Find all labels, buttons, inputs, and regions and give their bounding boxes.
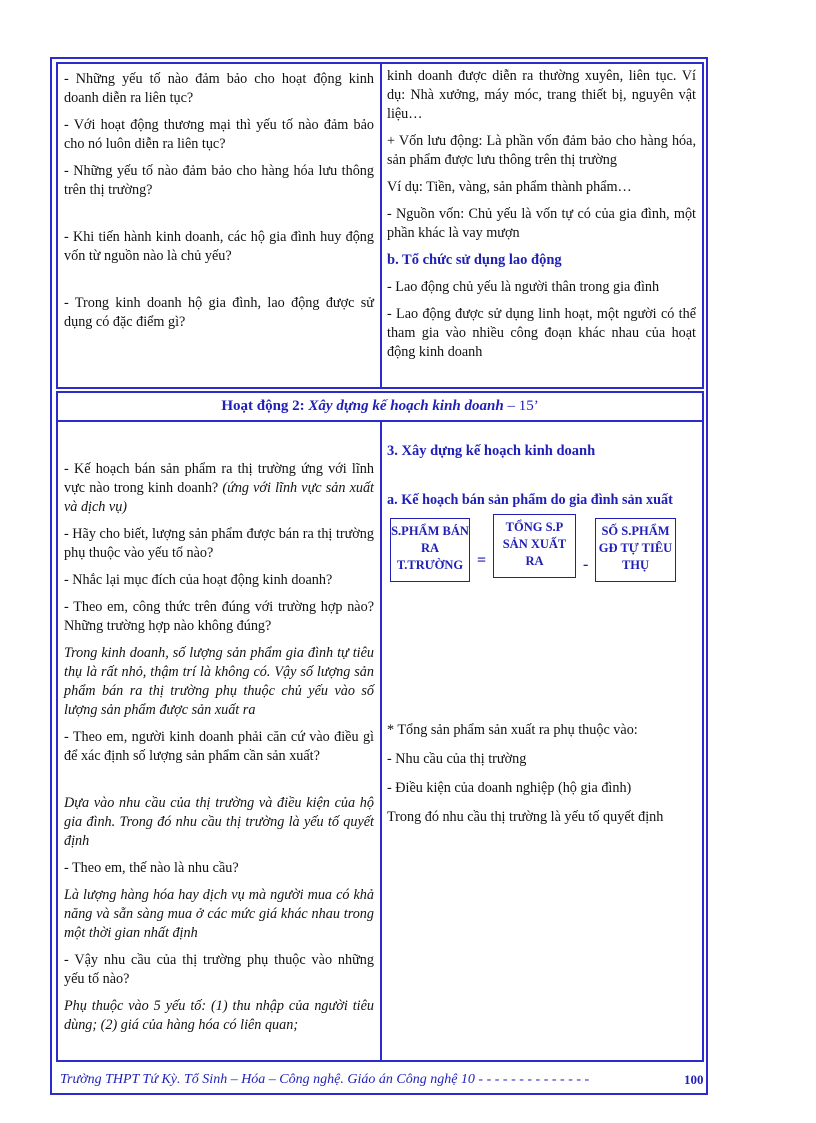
production-notes: [387, 721, 697, 827]
question-text: - Hãy cho biết, lượng sản phẩm được bán ra thị trường phụ thuộc vào yếu tố nào?: [64, 526, 374, 561]
question-text: - Những yếu tố nào đảm bảo cho hàng hóa lưu thông trên thị trường?: [64, 163, 374, 198]
top-left-cell: [56, 62, 382, 389]
formula-box-sold: S.PHẨM BÁN RA T.TRƯỜNG: [390, 518, 470, 582]
content-text: kinh doanh được diễn ra thường xuyên, liên tục. Ví dụ: Nhà xưởng, máy móc, trang thiết bị, nguyên vật liệu…: [387, 68, 696, 122]
answer-text: Là lượng hàng hóa hay dịch vụ mà người mua có khả năng và sẵn sàng mua ở các mức giá khác nhau trong một thời gian nhất định: [64, 887, 374, 941]
content-text: + Vốn lưu động: Là phần vốn đảm bảo cho hàng hóa, sản phẩm được lưu thông trên thị trường: [387, 133, 696, 168]
question-text: [64, 460, 374, 517]
section-heading-a: a. Kế hoạch bán sản phẩm do gia đình sản xuất: [387, 492, 673, 508]
bottom-left-cell: [56, 420, 382, 1062]
question-text: - Vậy nhu cầu của thị trường phụ thuộc vào những yếu tố nào?: [64, 952, 374, 987]
answer-text: Phụ thuộc vào 5 yếu tố: (1) thu nhập của người tiêu dùng; (2) giá của hàng hóa có liên quan;: [64, 998, 374, 1033]
content-text: - Lao động chủ yếu là người thân trong gia đình: [387, 279, 660, 295]
question-text: - Theo em, công thức trên đúng với trường hợp nào? Những trường hợp nào không đúng?: [64, 599, 374, 634]
question-text: - Theo em, thế nào là nhu cầu?: [64, 860, 239, 876]
top-right-cell: [380, 62, 704, 389]
page-number: 100: [684, 1072, 704, 1087]
formula-box-self-consumed: SỐ S.PHẨM GĐ TỰ TIÊU THỤ: [595, 518, 676, 582]
formula-minus: -: [583, 556, 589, 573]
note-text: - Điều kiện của doanh nghiệp (hộ gia đình): [387, 780, 632, 796]
question-text: - Theo em, người kinh doanh phải căn cứ vào điều gì để xác định số lượng sản phẩm cần sản xuất?: [64, 729, 374, 764]
formula-box-produced: TỔNG S.P SẢN XUẤT RA: [493, 514, 576, 578]
question-text: - Khi tiến hành kinh doanh, các hộ gia đình huy động vốn từ nguồn nào là chủ yếu?: [64, 229, 374, 264]
activity-label: Hoạt động 2:: [221, 398, 309, 414]
content-text: - Lao động được sử dụng linh hoạt, một người có thể tham gia vào nhiều công đoạn khác nhau của hoạt động kinh doanh: [387, 306, 696, 360]
page-footer: Trường THPT Tứ Kỳ. Tổ Sinh – Hóa – Công nghệ. Giáo án Công nghệ 10 - - - - - - - - - - - - - -: [60, 1072, 590, 1087]
activity-time: – 15’: [503, 398, 539, 414]
question-text: - Những yếu tố nào đảm bảo cho hoạt động kinh doanh diễn ra liên tục?: [64, 71, 374, 106]
activity-title: Xây dựng kế hoạch kinh doanh: [308, 398, 504, 414]
note-text: Trong đó nhu cầu thị trường là yếu tố quyết định: [387, 809, 664, 825]
section-heading-b: b. Tổ chức sử dụng lao động: [387, 252, 562, 268]
question-text: - Trong kinh doanh hộ gia đình, lao động được sử dụng có đặc điểm gì?: [64, 295, 374, 330]
question-text-main: - Kế hoạch bán sản phẩm ra thị trường ứng với lĩnh vực nào trong kinh doanh?: [64, 461, 374, 496]
note-text: * Tổng sản phẩm sản xuất ra phụ thuộc vào:: [387, 722, 638, 738]
answer-text: Dựa vào nhu cầu của thị trường và điều kiện của hộ gia đình. Trong đó nhu cầu thị trường là yếu tố quyết định: [64, 795, 374, 849]
question-hint: (ứng với lĩnh vực sản xuất và dịch vụ): [64, 480, 374, 515]
question-text: - Với hoạt động thương mại thì yếu tố nào đảm bảo cho nó luôn diễn ra liên tục?: [64, 117, 374, 152]
section-heading-3: 3. Xây dựng kế hoạch kinh doanh: [387, 443, 596, 459]
answer-text: Trong kinh doanh, số lượng sản phẩm gia đình tự tiêu thụ là rất nhỏ, thậm trí là không có. Vậy số lượng sản phẩm bán ra thị trường phụ thuộc chủ yếu vào số lượng sản phẩm được sản xuất ra: [64, 645, 374, 718]
activity-banner: [56, 391, 704, 422]
question-text: - Nhắc lại mục đích của hoạt động kinh doanh?: [64, 572, 333, 588]
formula-equals: =: [477, 552, 487, 569]
note-text: - Nhu cầu của thị trường: [387, 751, 527, 767]
content-text: - Nguồn vốn: Chủ yếu là vốn tự có của gia đình, một phần khác là vay mượn: [387, 206, 696, 241]
content-text: Ví dụ: Tiền, vàng, sản phẩm thành phẩm…: [387, 179, 632, 195]
